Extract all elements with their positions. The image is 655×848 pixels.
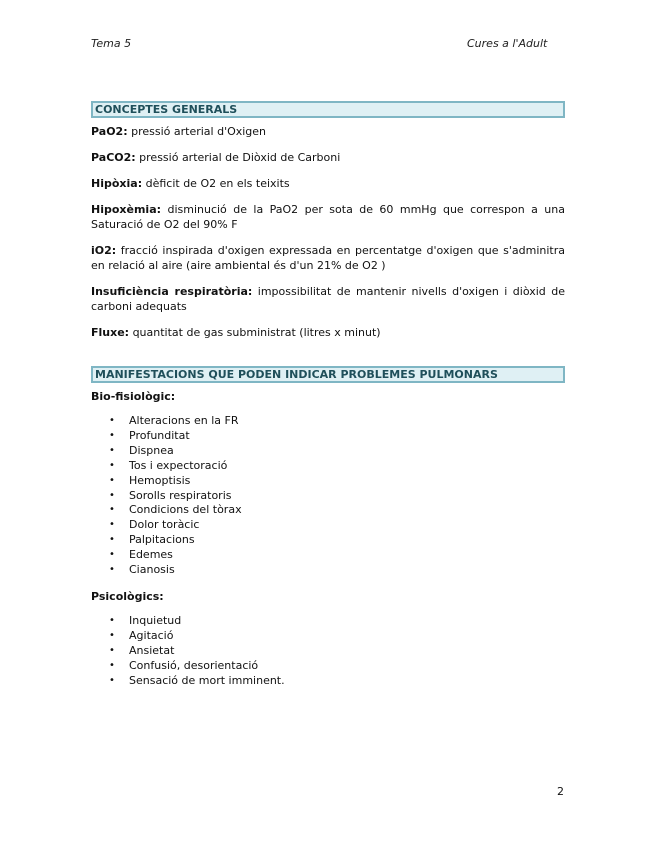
- definition-term: iO2:: [91, 244, 117, 257]
- definition-term: Hipòxia:: [91, 177, 143, 190]
- definition-hipoxia: [91, 176, 565, 191]
- definition-text: fracció inspirada d'oxigen expressada en percentatge d'oxigen que s'adminitra en relació al aire (aire ambiental és d'un 21% de O2 ): [91, 244, 565, 272]
- definition-io2: [91, 243, 565, 273]
- definition-term: Hipoxèmia:: [91, 203, 162, 216]
- list-item: • Confusió, desorientació: [91, 659, 565, 674]
- definition-text: impossibilitat de mantenir nivells d'oxigen i diòxid de carboni adequats: [91, 285, 565, 313]
- section-title-manifestacions: MANIFESTACIONS QUE PODEN INDICAR PROBLEMES PULMONARS: [91, 366, 565, 383]
- list-item: • Profunditat: [91, 429, 565, 444]
- list-item: • Agitació: [91, 629, 565, 644]
- list-item: • Cianosis: [91, 563, 565, 578]
- definition-term: Fluxe:: [91, 326, 130, 339]
- list-item: • Condicions del tòrax: [91, 503, 565, 518]
- definition-text: quantitat de gas subministrat (litres x minut): [129, 326, 381, 339]
- list-item: • Edemes: [91, 548, 565, 563]
- list-item: • Alteracions en la FR: [91, 414, 565, 429]
- header-right: Cures a l'Adult: [467, 37, 548, 50]
- definition-insuficiencia: [91, 284, 565, 314]
- page-content: [91, 101, 565, 689]
- subheading-psico: Psicològics:: [91, 589, 164, 603]
- definition-hipoxemia: [91, 202, 565, 232]
- psico-list: [91, 614, 565, 689]
- definition-paco2: [91, 150, 565, 165]
- definition-text: pressió arterial de Diòxid de Carboni: [135, 151, 341, 164]
- list-item: • Sensació de mort imminent.: [91, 674, 565, 689]
- list-item: • Ansietat: [91, 644, 565, 659]
- list-item: • Palpitacions: [91, 533, 565, 548]
- page-number: 2: [557, 785, 564, 798]
- definition-term: PaCO2:: [91, 151, 136, 164]
- list-item: • Sorolls respiratoris: [91, 489, 565, 504]
- definition-term: PaO2:: [91, 125, 128, 138]
- definition-fluxe: [91, 325, 565, 340]
- definition-text: dèficit de O2 en els teixits: [142, 177, 290, 190]
- header-left: Tema 5: [91, 37, 132, 50]
- subheading-bio: Bio-fisiològic:: [91, 390, 176, 403]
- definition-term: Insuficiència respiratòria:: [91, 285, 253, 298]
- list-item: • Hemoptisis: [91, 474, 565, 489]
- definition-text: pressió arterial d'Oxigen: [127, 125, 267, 138]
- definition-pao2: [91, 124, 565, 139]
- list-item: • Dispnea: [91, 444, 565, 459]
- bio-list: [91, 414, 565, 578]
- list-item: • Tos i expectoració: [91, 459, 565, 474]
- list-item: • Inquietud: [91, 614, 565, 629]
- list-item: • Dolor toràcic: [91, 518, 565, 533]
- definition-text: disminució de la PaO2 per sota de 60 mmHg que correspon a una Saturació de O2 del 90% F: [91, 203, 565, 231]
- section-title-conceptes: CONCEPTES GENERALS: [91, 101, 565, 118]
